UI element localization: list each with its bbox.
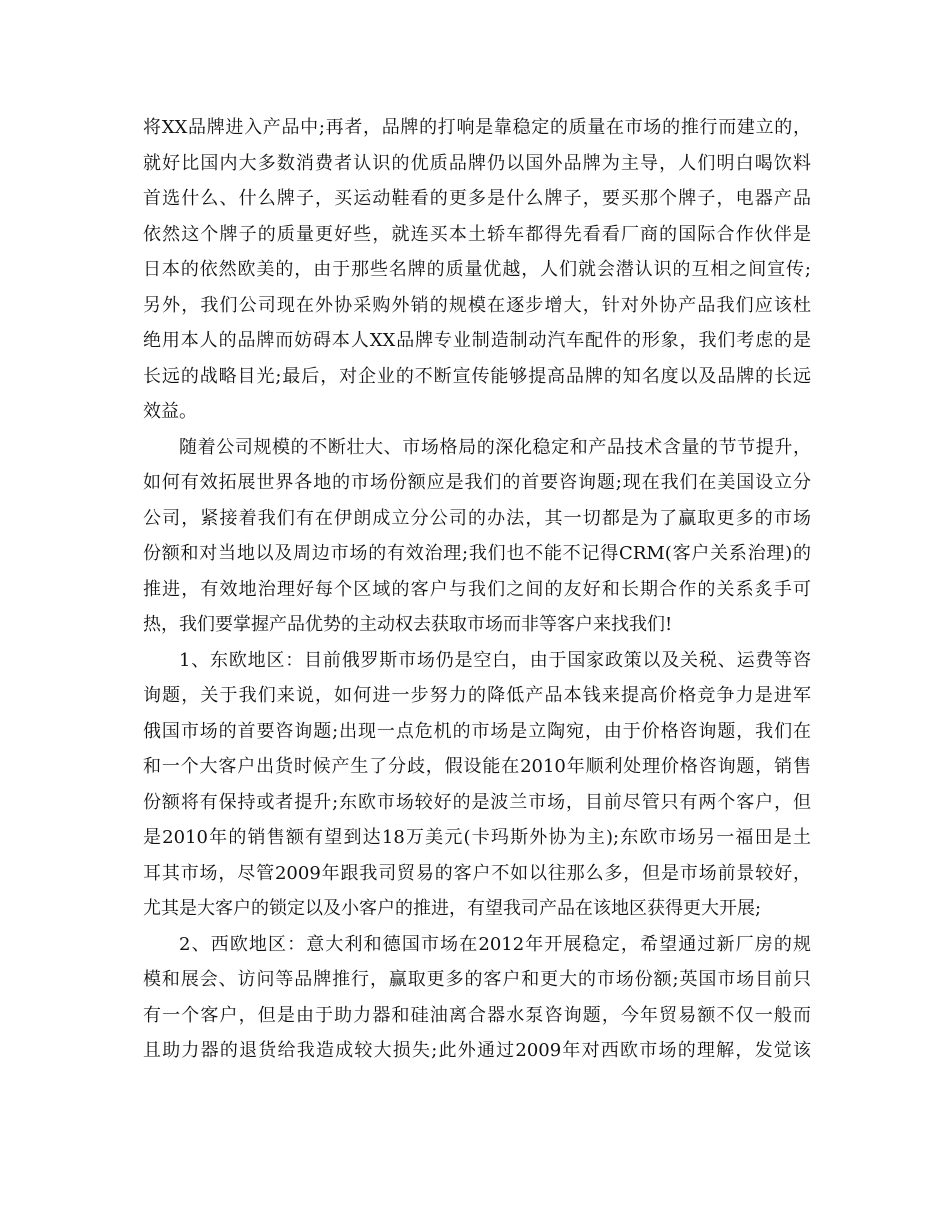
paragraph-first-line: 2、西欧地区：意大利和德国市场在2012年开展稳定，希望通过新厂房的规 xyxy=(179,933,811,955)
text-line: 模和展会、访问等品牌推行，赢取更多的客户和更大的市场份额;英国市场目前只 xyxy=(143,969,811,990)
text-line: 依然这个牌子的质量更好些，就连买本土轿车都得先看看厂商的国际合作伙伴是 xyxy=(143,223,811,245)
text-line: 和一个大客户出货时候产生了分歧，假设能在2010年顺利处理价格咨询题，销售 xyxy=(143,756,811,777)
text-line: 俄国市场的首要咨询题;出现一点危机的市场是立陶宛，由于价格咨询题，我们在 xyxy=(143,720,811,742)
paragraph-first-line: 随着公司规模的不断壮大、市场格局的深化稳定和产品技术含量的节节提升， xyxy=(179,436,811,458)
text-line: 日本的依然欧美的，由于那些名牌的质量优越，人们就会潜认识的互相之间宣传; xyxy=(143,259,811,280)
text-line: 份额和对当地以及周边市场的有效治理;我们也不能不记得CRM(客户关系治理)的 xyxy=(143,543,811,564)
text-line: 将XX品牌进入产品中;再者，品牌的打响是靠稳定的质量在市场的推行而建立的， xyxy=(143,117,811,138)
text-line: 询题，关于我们来说，如何进一步努力的降低产品本钱来提高价格竞争力是进军 xyxy=(143,685,811,706)
text-line: 推进，有效地治理好每个区域的客户与我们之间的友好和长期合作的关系炙手可 xyxy=(143,578,811,600)
paragraph-first-line: 1、东欧地区：目前俄罗斯市场仍是空白，由于国家政策以及关税、运费等咨 xyxy=(179,649,811,671)
text-line: 热，我们要掌握产品优势的主动权去获取市场而非等客户来找我们! xyxy=(143,614,673,635)
text-line: 绝用本人的品牌而妨碍本人XX品牌专业制造制动汽车配件的形象，我们考虑的是 xyxy=(143,330,811,351)
text-line: 尤其是大客户的锁定以及小客户的推进，有望我司产品在该地区获得更大开展; xyxy=(143,898,762,919)
text-line: 就好比国内大多数消费者认识的优质品牌仍以国外品牌为主导，人们明白喝饮料 xyxy=(143,152,811,174)
text-line: 公司，紧接着我们有在伊朗成立分公司的办法，其一切都是为了赢取更多的市场 xyxy=(143,507,811,529)
text-line: 是2010年的销售额有望到达18万美元(卡玛斯外协为主);东欧市场另一福田是土 xyxy=(143,827,811,848)
text-line: 如何有效拓展世界各地的市场份额应是我们的首要咨询题;现在我们在美国设立分 xyxy=(143,472,811,493)
document-body xyxy=(143,110,811,1069)
text-line: 且助力器的退货给我造成较大损失;此外通过2009年对西欧市场的理解，发觉该 xyxy=(143,1040,811,1061)
text-line: 首选什么、什么牌子，买运动鞋看的更多是什么牌子，要买那个牌子，电器产品 xyxy=(143,188,811,209)
text-line: 有一个客户，但是由于助力器和硅油离合器水泵咨询题，今年贸易额不仅一般而 xyxy=(143,1004,811,1026)
text-line: 份额将有保持或者提升;东欧市场较好的是波兰市场，目前尽管只有两个客户，但 xyxy=(143,791,811,813)
text-line: 另外，我们公司现在外协采购外销的规模在逐步增大，针对外协产品我们应该杜 xyxy=(143,294,811,316)
text-line: 长远的战略目光;最后，对企业的不断宣传能够提高品牌的知名度以及品牌的长远 xyxy=(143,365,811,387)
text-line: 耳其市场，尽管2009年跟我司贸易的客户不如以往那么多，但是市场前景较好， xyxy=(143,862,811,884)
text-line: 效益。 xyxy=(143,401,197,422)
